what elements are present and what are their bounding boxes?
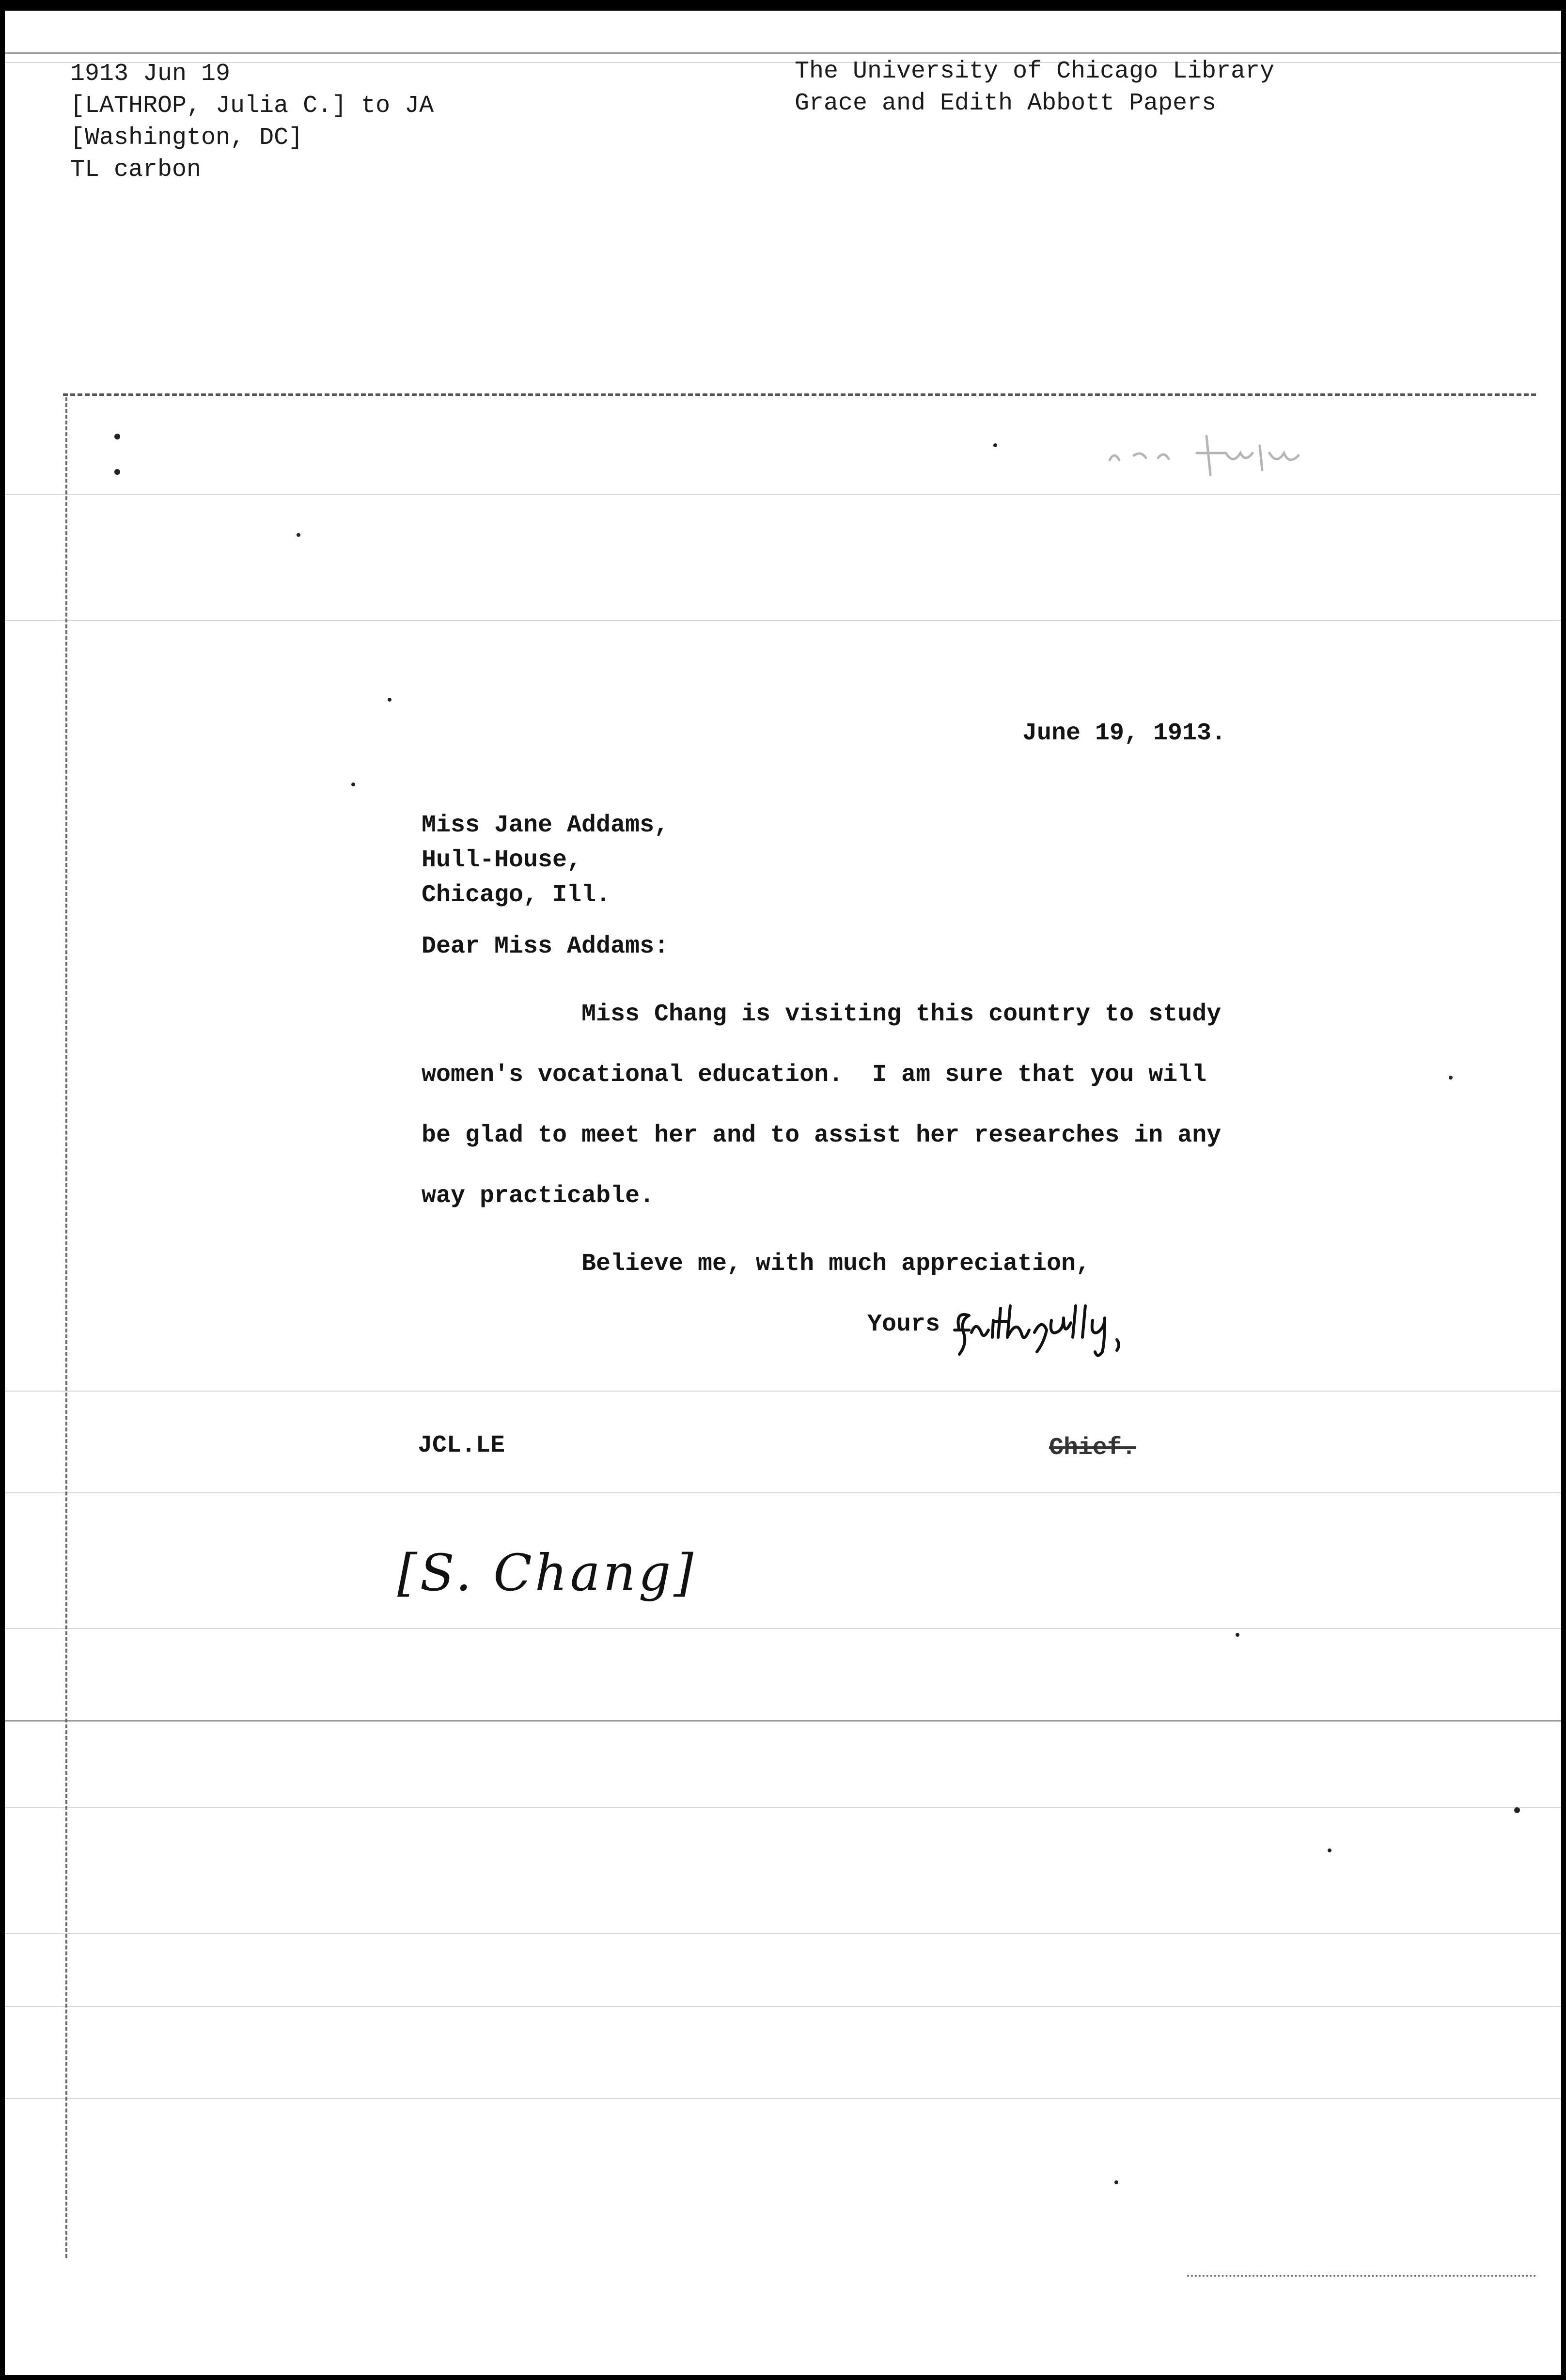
scan-speck (388, 698, 392, 702)
scan-streak (5, 620, 1561, 621)
body-line: way practicable. (422, 1182, 655, 1210)
body-line: women's vocational education. I am sure that you will (422, 1061, 1207, 1089)
scan-streak (5, 1807, 1561, 1808)
citation-date: 1913 Jun 19 (70, 60, 231, 88)
citation-place: [Washington, DC] (70, 124, 303, 152)
letter-date: June 19, 1913. (1022, 720, 1226, 747)
scan-speck (1449, 1076, 1453, 1080)
faint-pencil-mark (1105, 426, 1376, 480)
handwritten-signature (950, 1291, 1211, 1359)
body-line: be glad to meet her and to assist her researches in any (422, 1122, 1221, 1149)
scan-border-left (0, 0, 5, 2380)
archive-citation (70, 58, 434, 186)
handwritten-archive-note: [S. Chang] (397, 1543, 696, 1602)
scan-streak (5, 494, 1561, 495)
scan-speck (297, 533, 300, 537)
scan-speck (1328, 1848, 1331, 1852)
scan-streak (5, 1391, 1561, 1392)
body-line: Miss Chang is visiting this country to study (581, 1001, 1221, 1028)
scan-streak (5, 1720, 1561, 1722)
archive-repository (795, 56, 1274, 120)
salutation: Dear Miss Addams: (422, 933, 669, 960)
repository-name: The University of Chicago Library (795, 58, 1275, 85)
scan-streak (5, 1492, 1561, 1493)
scan-streak (5, 2098, 1561, 2099)
scan-speck (114, 434, 120, 439)
citation-format: TL carbon (70, 156, 202, 184)
collection-name: Grace and Edith Abbott Papers (795, 90, 1217, 117)
struck-title: Chief. (1049, 1434, 1137, 1462)
scan-speck (1236, 1633, 1239, 1637)
citation-correspondents: [LATHROP, Julia C.] to JA (70, 92, 434, 120)
scan-speck (1114, 2180, 1118, 2184)
scan-border-right (1561, 0, 1566, 2380)
scan-speck (351, 783, 355, 786)
typist-initials: JCL.LE (418, 1432, 505, 1459)
carbon-sheet-edge-top (63, 393, 1536, 396)
complimentary-closing: Believe me, with much appreciation, (581, 1250, 1091, 1278)
recipient-name: Miss Jane Addams, (422, 812, 669, 839)
scan-streak (5, 1628, 1561, 1629)
scan-speck (114, 469, 120, 475)
scan-border-bottom (0, 2375, 1566, 2380)
scan-streak (5, 52, 1561, 54)
scan-streak (5, 2006, 1561, 2007)
closing-yours: Yours (867, 1311, 940, 1338)
scan-speck (1514, 1807, 1520, 1813)
carbon-sheet-edge-bottom (1187, 2275, 1536, 2277)
recipient-organization: Hull-House, (422, 846, 582, 874)
scan-streak (5, 1933, 1561, 1934)
recipient-city: Chicago, Ill. (422, 881, 611, 909)
scan-speck (993, 443, 997, 447)
carbon-sheet-edge-left (65, 397, 67, 2258)
scan-border-top (0, 0, 1566, 11)
